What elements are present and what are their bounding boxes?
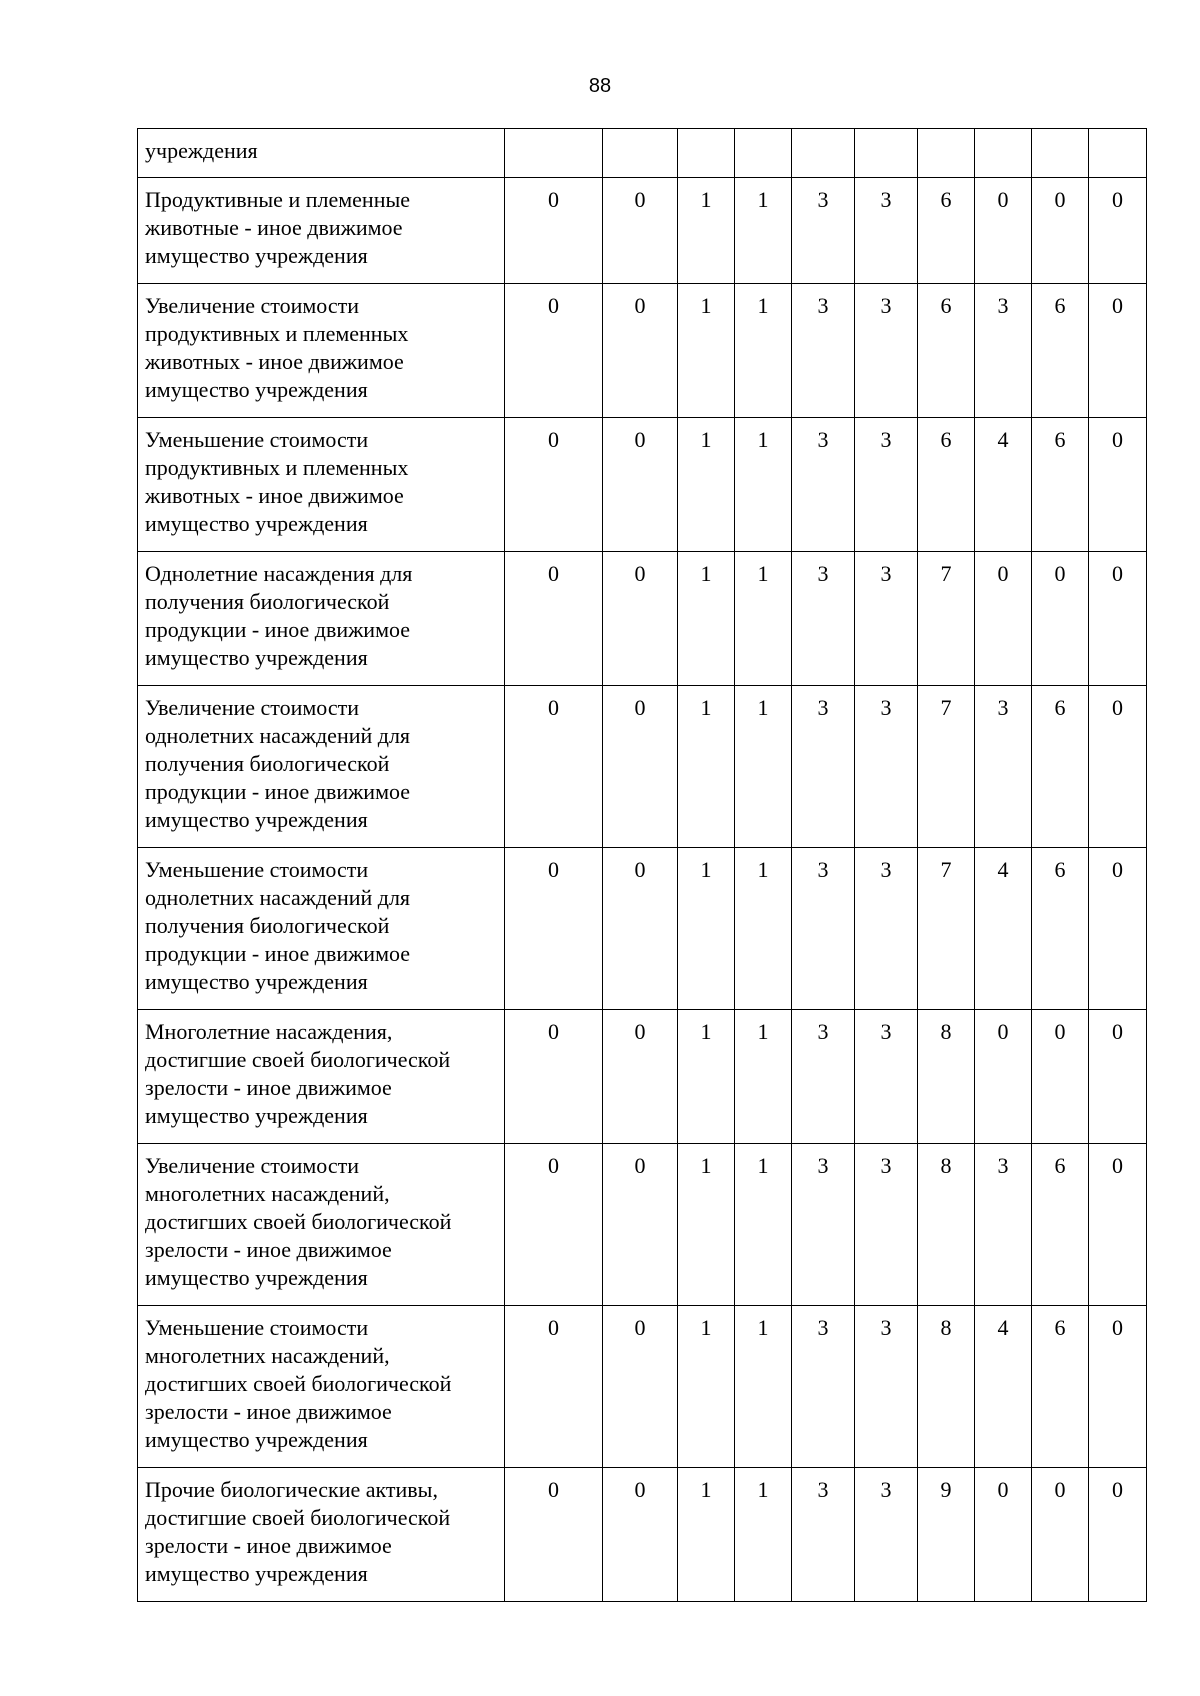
code-digit-cell: 7 bbox=[918, 848, 975, 1010]
code-digit-cell: 0 bbox=[975, 1468, 1032, 1602]
code-digit-cell: 0 bbox=[1032, 1468, 1089, 1602]
code-digit-cell: 8 bbox=[918, 1144, 975, 1306]
code-digit-cell: 3 bbox=[792, 1468, 855, 1602]
code-digit-cell: 0 bbox=[1089, 848, 1147, 1010]
code-digit-cell: 4 bbox=[975, 848, 1032, 1010]
code-digit-cell bbox=[505, 129, 603, 178]
code-digit-cell bbox=[792, 129, 855, 178]
row-description: Увеличение стоимости продуктивных и племенных животных - иное движимое имущество учреждения bbox=[138, 284, 505, 418]
account-codes-table bbox=[137, 128, 1147, 1602]
code-digit-cell: 3 bbox=[792, 1306, 855, 1468]
row-description: учреждения bbox=[138, 129, 505, 178]
code-digit-cell: 1 bbox=[678, 848, 735, 1010]
code-digit-cell: 0 bbox=[505, 1010, 603, 1144]
code-digit-cell: 6 bbox=[918, 418, 975, 552]
code-digit-cell: 6 bbox=[1032, 686, 1089, 848]
code-digit-cell: 0 bbox=[505, 284, 603, 418]
code-digit-cell: 8 bbox=[918, 1010, 975, 1144]
code-digit-cell: 0 bbox=[603, 1468, 678, 1602]
code-digit-cell: 8 bbox=[918, 1306, 975, 1468]
code-digit-cell: 0 bbox=[505, 418, 603, 552]
code-digit-cell: 3 bbox=[855, 848, 918, 1010]
code-digit-cell: 0 bbox=[1089, 418, 1147, 552]
code-digit-cell: 4 bbox=[975, 1306, 1032, 1468]
code-digit-cell: 0 bbox=[1089, 284, 1147, 418]
code-digit-cell: 1 bbox=[735, 686, 792, 848]
row-description: Уменьшение стоимости многолетних насаждений, достигших своей биологической зрелости - иное движимое имущество учреждения bbox=[138, 1306, 505, 1468]
code-digit-cell: 3 bbox=[855, 284, 918, 418]
code-digit-cell: 0 bbox=[603, 848, 678, 1010]
code-digit-cell bbox=[1089, 129, 1147, 178]
code-digit-cell: 0 bbox=[1089, 686, 1147, 848]
code-digit-cell: 3 bbox=[855, 1468, 918, 1602]
code-digit-cell: 0 bbox=[505, 1306, 603, 1468]
code-digit-cell: 3 bbox=[975, 1144, 1032, 1306]
table-row bbox=[138, 848, 1147, 1010]
table-row bbox=[138, 418, 1147, 552]
table-row bbox=[138, 1010, 1147, 1144]
code-digit-cell bbox=[735, 129, 792, 178]
row-description: Увеличение стоимости однолетних насаждений для получения биологической продукции - иное движимое имущество учреждения bbox=[138, 686, 505, 848]
code-digit-cell: 6 bbox=[918, 178, 975, 284]
code-digit-cell: 3 bbox=[792, 1144, 855, 1306]
table-row bbox=[138, 1468, 1147, 1602]
table-row bbox=[138, 178, 1147, 284]
code-digit-cell bbox=[918, 129, 975, 178]
code-digit-cell: 0 bbox=[603, 1144, 678, 1306]
code-digit-cell: 1 bbox=[735, 1306, 792, 1468]
code-digit-cell: 1 bbox=[678, 686, 735, 848]
code-digit-cell: 0 bbox=[1089, 552, 1147, 686]
row-description: Многолетние насаждения, достигшие своей биологической зрелости - иное движимое имущество учреждения bbox=[138, 1010, 505, 1144]
row-description: Увеличение стоимости многолетних насаждений, достигших своей биологической зрелости - иное движимое имущество учреждения bbox=[138, 1144, 505, 1306]
code-digit-cell: 0 bbox=[603, 552, 678, 686]
code-digit-cell: 3 bbox=[855, 1306, 918, 1468]
code-digit-cell: 3 bbox=[975, 284, 1032, 418]
code-digit-cell: 1 bbox=[735, 1468, 792, 1602]
code-digit-cell bbox=[678, 129, 735, 178]
code-digit-cell: 1 bbox=[678, 178, 735, 284]
code-digit-cell: 3 bbox=[975, 686, 1032, 848]
code-digit-cell: 3 bbox=[792, 848, 855, 1010]
code-digit-cell: 9 bbox=[918, 1468, 975, 1602]
table-row bbox=[138, 129, 1147, 178]
code-digit-cell: 1 bbox=[735, 178, 792, 284]
row-description: Прочие биологические активы, достигшие своей биологической зрелости - иное движимое имущество учреждения bbox=[138, 1468, 505, 1602]
code-digit-cell: 0 bbox=[1032, 1010, 1089, 1144]
table-row bbox=[138, 552, 1147, 686]
code-digit-cell: 0 bbox=[1089, 1010, 1147, 1144]
code-digit-cell: 0 bbox=[505, 1144, 603, 1306]
code-digit-cell: 0 bbox=[603, 1010, 678, 1144]
code-digit-cell: 6 bbox=[1032, 848, 1089, 1010]
code-digit-cell: 1 bbox=[678, 284, 735, 418]
code-digit-cell: 1 bbox=[735, 1144, 792, 1306]
code-digit-cell: 0 bbox=[505, 686, 603, 848]
code-digit-cell: 1 bbox=[678, 1010, 735, 1144]
code-digit-cell: 0 bbox=[603, 178, 678, 284]
code-digit-cell: 1 bbox=[678, 552, 735, 686]
code-digit-cell: 3 bbox=[855, 1010, 918, 1144]
code-digit-cell: 1 bbox=[678, 1468, 735, 1602]
code-digit-cell: 7 bbox=[918, 686, 975, 848]
code-digit-cell: 3 bbox=[855, 686, 918, 848]
code-digit-cell: 0 bbox=[975, 1010, 1032, 1144]
code-digit-cell: 0 bbox=[603, 686, 678, 848]
code-digit-cell: 0 bbox=[1089, 1306, 1147, 1468]
code-digit-cell: 0 bbox=[505, 848, 603, 1010]
code-digit-cell: 1 bbox=[678, 1306, 735, 1468]
table-row bbox=[138, 1306, 1147, 1468]
row-description: Уменьшение стоимости продуктивных и племенных животных - иное движимое имущество учреждения bbox=[138, 418, 505, 552]
code-digit-cell: 6 bbox=[1032, 284, 1089, 418]
code-digit-cell bbox=[1032, 129, 1089, 178]
code-digit-cell: 0 bbox=[975, 552, 1032, 686]
row-description: Однолетние насаждения для получения биологической продукции - иное движимое имущество учреждения bbox=[138, 552, 505, 686]
row-description: Продуктивные и племенные животные - иное движимое имущество учреждения bbox=[138, 178, 505, 284]
table-body bbox=[138, 129, 1147, 1602]
code-digit-cell: 0 bbox=[1089, 1144, 1147, 1306]
code-digit-cell: 0 bbox=[1032, 552, 1089, 686]
code-digit-cell: 0 bbox=[603, 284, 678, 418]
code-digit-cell: 4 bbox=[975, 418, 1032, 552]
code-digit-cell: 1 bbox=[735, 552, 792, 686]
code-digit-cell: 0 bbox=[975, 178, 1032, 284]
code-digit-cell: 6 bbox=[918, 284, 975, 418]
table-row bbox=[138, 686, 1147, 848]
row-description: Уменьшение стоимости однолетних насаждений для получения биологической продукции - иное движимое имущество учреждения bbox=[138, 848, 505, 1010]
code-digit-cell: 3 bbox=[792, 1010, 855, 1144]
code-digit-cell: 6 bbox=[1032, 1144, 1089, 1306]
code-digit-cell bbox=[855, 129, 918, 178]
code-digit-cell: 3 bbox=[855, 552, 918, 686]
code-digit-cell: 1 bbox=[678, 1144, 735, 1306]
code-digit-cell: 3 bbox=[792, 284, 855, 418]
code-digit-cell: 3 bbox=[855, 178, 918, 284]
code-digit-cell: 1 bbox=[735, 418, 792, 552]
code-digit-cell: 7 bbox=[918, 552, 975, 686]
code-digit-cell: 6 bbox=[1032, 418, 1089, 552]
code-digit-cell: 1 bbox=[735, 284, 792, 418]
code-digit-cell: 0 bbox=[603, 1306, 678, 1468]
code-digit-cell: 0 bbox=[1032, 178, 1089, 284]
code-digit-cell: 0 bbox=[603, 418, 678, 552]
code-digit-cell: 0 bbox=[1089, 178, 1147, 284]
code-digit-cell: 3 bbox=[792, 418, 855, 552]
code-digit-cell: 3 bbox=[855, 418, 918, 552]
code-digit-cell: 3 bbox=[792, 552, 855, 686]
code-digit-cell: 0 bbox=[1089, 1468, 1147, 1602]
table-row bbox=[138, 284, 1147, 418]
code-digit-cell bbox=[975, 129, 1032, 178]
code-digit-cell: 3 bbox=[792, 686, 855, 848]
code-digit-cell: 1 bbox=[678, 418, 735, 552]
code-digit-cell bbox=[603, 129, 678, 178]
table-row bbox=[138, 1144, 1147, 1306]
code-digit-cell: 1 bbox=[735, 848, 792, 1010]
code-digit-cell: 0 bbox=[505, 178, 603, 284]
code-digit-cell: 0 bbox=[505, 1468, 603, 1602]
code-digit-cell: 3 bbox=[855, 1144, 918, 1306]
page-number: 88 bbox=[588, 75, 612, 97]
code-digit-cell: 6 bbox=[1032, 1306, 1089, 1468]
code-digit-cell: 3 bbox=[792, 178, 855, 284]
code-digit-cell: 0 bbox=[505, 552, 603, 686]
code-digit-cell: 1 bbox=[735, 1010, 792, 1144]
